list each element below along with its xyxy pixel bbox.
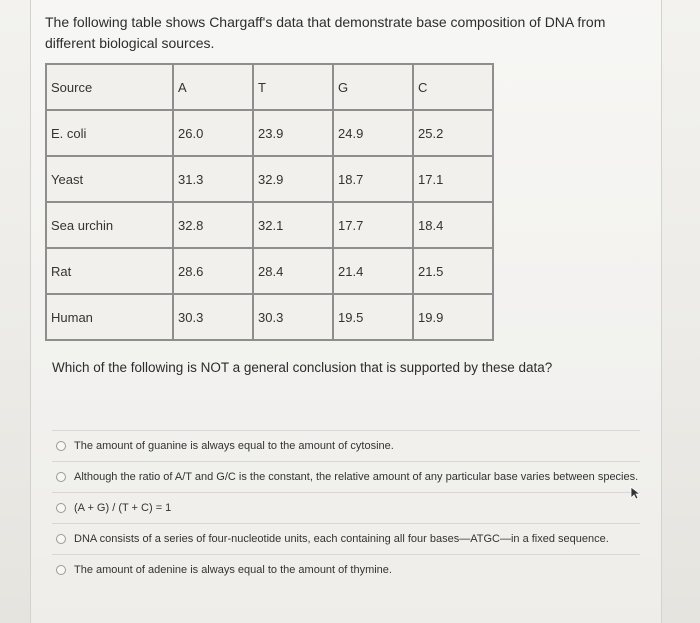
table-cell: 18.7 bbox=[333, 156, 413, 202]
header-c: C bbox=[413, 64, 493, 110]
table-cell: Yeast bbox=[46, 156, 173, 202]
table-row bbox=[46, 248, 493, 294]
answer-option-label: Although the ratio of A/T and G/C is the constant, the relative amount of any particular base varies between species. bbox=[74, 471, 639, 483]
table-cell: 17.7 bbox=[333, 202, 413, 248]
table-cell: 21.4 bbox=[333, 248, 413, 294]
table-cell: Rat bbox=[46, 248, 173, 294]
table-row bbox=[46, 110, 493, 156]
table-cell: 30.3 bbox=[253, 294, 333, 340]
table-cell: 23.9 bbox=[253, 110, 333, 156]
table-cell: 32.8 bbox=[173, 202, 253, 248]
table-cell: 17.1 bbox=[413, 156, 493, 202]
radio-button[interactable] bbox=[56, 534, 66, 544]
radio-button[interactable] bbox=[56, 503, 66, 513]
radio-button[interactable] bbox=[56, 441, 66, 451]
table-cell: 30.3 bbox=[173, 294, 253, 340]
intro-text: The following table shows Chargaff's data that demonstrate base composition of DNA from different biological sources. bbox=[45, 14, 606, 51]
answer-option-label: (A + G) / (T + C) = 1 bbox=[74, 502, 172, 514]
table-cell: 32.9 bbox=[253, 156, 333, 202]
answer-option[interactable] bbox=[52, 554, 640, 585]
table-cell: 25.2 bbox=[413, 110, 493, 156]
table-cell: 18.4 bbox=[413, 202, 493, 248]
table-cell: 28.6 bbox=[173, 248, 253, 294]
answer-option[interactable] bbox=[52, 461, 640, 492]
table-cell: Human bbox=[46, 294, 173, 340]
table-cell: 26.0 bbox=[173, 110, 253, 156]
header-t: T bbox=[253, 64, 333, 110]
question-text: Which of the following is NOT a general conclusion that is supported by these data? bbox=[52, 360, 553, 375]
table-cell: 28.4 bbox=[253, 248, 333, 294]
radio-button[interactable] bbox=[56, 565, 66, 575]
table-cell: 24.9 bbox=[333, 110, 413, 156]
table-cell: 19.9 bbox=[413, 294, 493, 340]
table-cell: 32.1 bbox=[253, 202, 333, 248]
table-cell: E. coli bbox=[46, 110, 173, 156]
header-source: Source bbox=[46, 64, 173, 110]
table-cell: 19.5 bbox=[333, 294, 413, 340]
table-header-row bbox=[46, 64, 493, 110]
header-a: A bbox=[173, 64, 253, 110]
answer-option[interactable] bbox=[52, 492, 640, 523]
table-row bbox=[46, 156, 493, 202]
answer-option[interactable] bbox=[52, 523, 640, 554]
table-cell: 31.3 bbox=[173, 156, 253, 202]
answer-option-label: DNA consists of a series of four-nucleotide units, each containing all four bases—ATGC—in a fixed sequence. bbox=[74, 533, 609, 545]
chargaff-data-table bbox=[45, 63, 494, 341]
mouse-cursor-icon bbox=[630, 486, 642, 500]
answer-options bbox=[52, 430, 640, 585]
answer-option[interactable] bbox=[52, 430, 640, 461]
answer-option-label: The amount of adenine is always equal to the amount of thymine. bbox=[74, 564, 392, 576]
answer-option-label: The amount of guanine is always equal to the amount of cytosine. bbox=[74, 440, 394, 452]
table-cell: Sea urchin bbox=[46, 202, 173, 248]
table-row bbox=[46, 202, 493, 248]
radio-button[interactable] bbox=[56, 472, 66, 482]
table-row bbox=[46, 294, 493, 340]
header-g: G bbox=[333, 64, 413, 110]
table-cell: 21.5 bbox=[413, 248, 493, 294]
